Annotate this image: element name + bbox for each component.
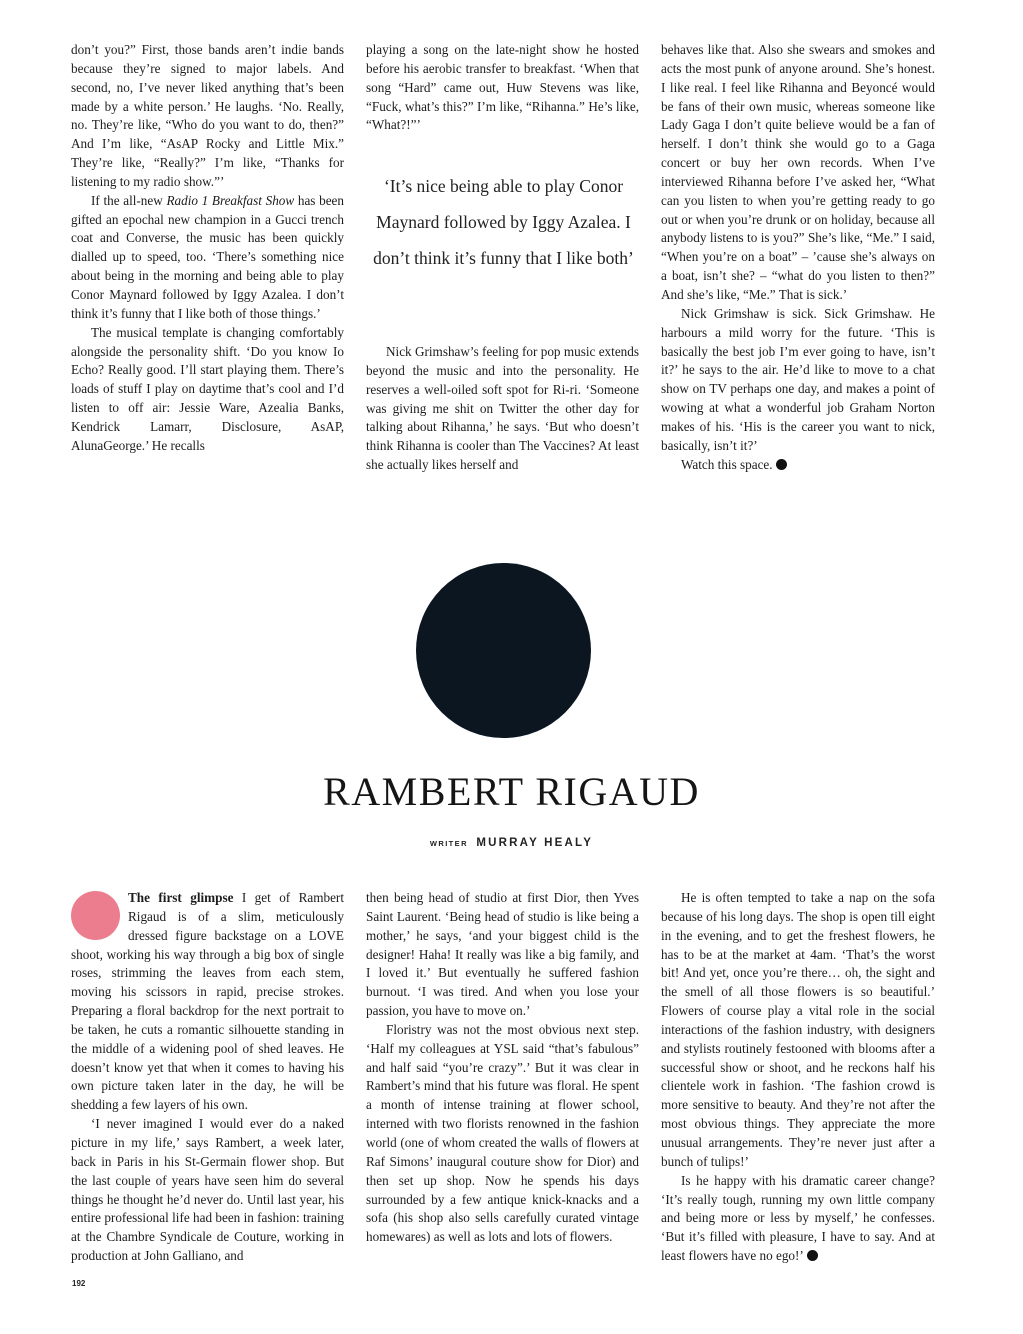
paragraph: He is often tempted to take a nap on the sofa because of his long days. The shop is open till eight in the evening, and to get the freshest flowers, he has to be at the market at 4am. ‘That’s the worst bit! And yet, once you’re there… oh, the sight and the smell of all those flowers is so beautiful.’ Flowers of course play a vital role in the social interactions of the fashion industry, with designers and stylists routinely festooned with blooms after a successful show or shoot, and he reckons half his clientele work in fashion. ‘The fashion crowd is more sensitive to beauty. And they’re not after the most obvious things. They appreciate the more unusual arrangements. They’re never just after a bunch of tulips!’ — [661, 890, 935, 1169]
top-column-3 — [661, 41, 935, 474]
black-circle-graphic — [416, 563, 591, 738]
page-number: 192 — [72, 1279, 86, 1288]
paragraph: Is he happy with his dramatic career change? ‘It’s really tough, running my own little company and being more or less by myself,’ he confesses. ‘But it’s filled with pleasure, I have to say. And at least flowers have no ego!’ — [661, 1172, 935, 1264]
paragraph: behaves like that. Also she swears and smokes and acts the most punk of anyone around. She’s honest. I like real. I feel like Rihanna and Beyoncé would be fans of their own music, whereas someone like Lady Gaga I don’t quite believe would be a fan of herself. I don’t think she would go to a Gaga concert or buy her own records. When I’ve interviewed Rihanna before I’ve asked her, “What can you listen to when you’re getting ready to go out or when you’re drunk or on holiday, because all anybody listens to is you?” She’s like, “Me.” I said, “When you’re on a boat” – ’cause she’s always on a boat, isn’t she? – “what do you listen to then?” And she’s like, “Me.” That is sick.’ — [661, 42, 935, 302]
byline — [0, 834, 1023, 852]
pink-dot-icon — [71, 891, 120, 940]
end-mark-icon — [807, 1250, 818, 1261]
show-title: Radio 1 Breakfast Show — [166, 192, 295, 208]
paragraph: If the all-new Radio 1 Breakfast Show has been gifted an epochal new champion in a Gucci trench coat and Converse, the music has been quickly dialled up to speed, too. ‘There’s something nice about being in the morning and being able to play Conor Maynard followed by Iggy Azalea. I don’t think it’s funny that I like both of those things.’ — [71, 192, 344, 321]
paragraph: Nick Grimshaw is sick. Sick Grimshaw. He harbours a mild worry for the future. ‘This is basically the best job I’m ever going to have, isn’t it?’ he says to the air. He’d like to move to a chat show on TV perhaps one day, and makes a point of wowing at what a wonderful job Graham Norton makes of his. ‘His is the career you want to nick, basically, isn’t it?’ — [661, 305, 935, 453]
paragraph: then being head of studio at first Dior, then Yves Saint Laurent. ‘Being head of studio is like being a mother,’ he says, ‘and your biggest child is the designer! Haha! It really was like a big family, and I loved it.’ But eventually he suffered fashion burnout. ‘I was tired. And when you lose your passion, you have to move on.’ — [366, 890, 639, 1019]
paragraph: Watch this space. — [661, 456, 935, 475]
paragraph: Floristry was not the most obvious next step. ‘Half my colleagues at YSL said “that’s fabulous” and half said “you’re crazy”.’ But it was clear in Rambert’s mind that his future was floral. He spent a month of intense training at flower school, interned with two florists renowned in the fashion world (one of whom created the walls of flowers at Raf Simons’ inaugural couture show for Dior) and then set up shop. Now he spends his days surrounded by a few antique knick-knacks and a sofa (his shop also sells carefully curated vintage homewares) as well as lots and lots of flowers. — [366, 1021, 639, 1245]
article-title: RAMBERT RIGAUD — [323, 769, 700, 814]
end-mark-icon — [776, 459, 787, 470]
top-column-2 — [366, 41, 639, 135]
feature-column-3 — [661, 889, 935, 1266]
paragraph: don’t you?” First, those bands aren’t indie bands because they’re signed to major labels. And second, no, I’ve never liked anything that’s been made by a white person.’ He laughs. ‘No. Really, no. They’re like, “Who do you want to do, then?” And I’m like, “AsAP Rocky and Little Mix.” They’re like, “Really?” I’m like, “Thanks for listening to my radio show.”’ — [71, 42, 344, 189]
feature-column-2 — [366, 889, 639, 1247]
paragraph: ‘I never imagined I would ever do a naked picture in my life,’ says Rambert, a week later, back in Paris in his St-Germain flower shop. But the last couple of years have seen him do several things he thought he’d never do. Until last year, his entire professional life had been in fashion: training at the Chambre Syndicale de Couture, working in production at John Galliano, and — [71, 1116, 344, 1264]
pull-quote: ‘It’s nice being able to play Conor Maynard followed by Iggy Azalea. I don’t think it’s funny that I like both’ — [373, 176, 634, 268]
paragraph: playing a song on the late-night show he hosted before his aerobic transfer to breakfast. ‘When that song “Hard” came out, Huw Stevens was like, “Fuck, what’s this?” I’m like, “Rihanna.” He’s like, “What?!”’ — [366, 42, 639, 133]
paragraph: The first glimpse I get of Rambert Rigaud is of a slim, meticulously dressed figure backstage on a LOVE shoot, working his way through a big box of single roses, strimming the leaves from each stem, moving his scissors in rapid, precise strokes. Preparing a floral backdrop for the next portrait to be taken, he cuts a romantic silhouette standing in the middle of a widening pool of shed leaves. He doesn’t know yet that when it comes to having his own picture taken later in the day, he will be shedding a few layers of his own. — [71, 890, 344, 1113]
byline-name: MURRAY HEALY — [476, 837, 594, 849]
byline-role: WRITER — [429, 839, 468, 848]
paragraph: Nick Grimshaw’s feeling for pop music extends beyond the music and into the personality. He reserves a well-oiled soft spot for Ri-ri. ‘Someone was giving me shit on Twitter the other day for talking about Rihanna,’ he says. ‘But who doesn’t think Rihanna is cooler than The Vaccines? At least she actually likes herself and — [366, 344, 639, 473]
paragraph: The musical template is changing comfortably alongside the personality shift. ‘Do you know Io Echo? Really good. I’ll start playing them. There’s loads of stuff I play on daytime that’s cool and I’d listen to off air: Jessie Ware, Azealia Banks, Kendrick Lamarr, Disclosure, AsAP, AlunaGeorge.’ He recalls — [71, 324, 344, 453]
top-column-1 — [71, 41, 344, 456]
top-column-2-lower — [366, 343, 639, 475]
feature-column-1 — [71, 889, 344, 1266]
lead-in: The first glimpse — [128, 890, 234, 905]
